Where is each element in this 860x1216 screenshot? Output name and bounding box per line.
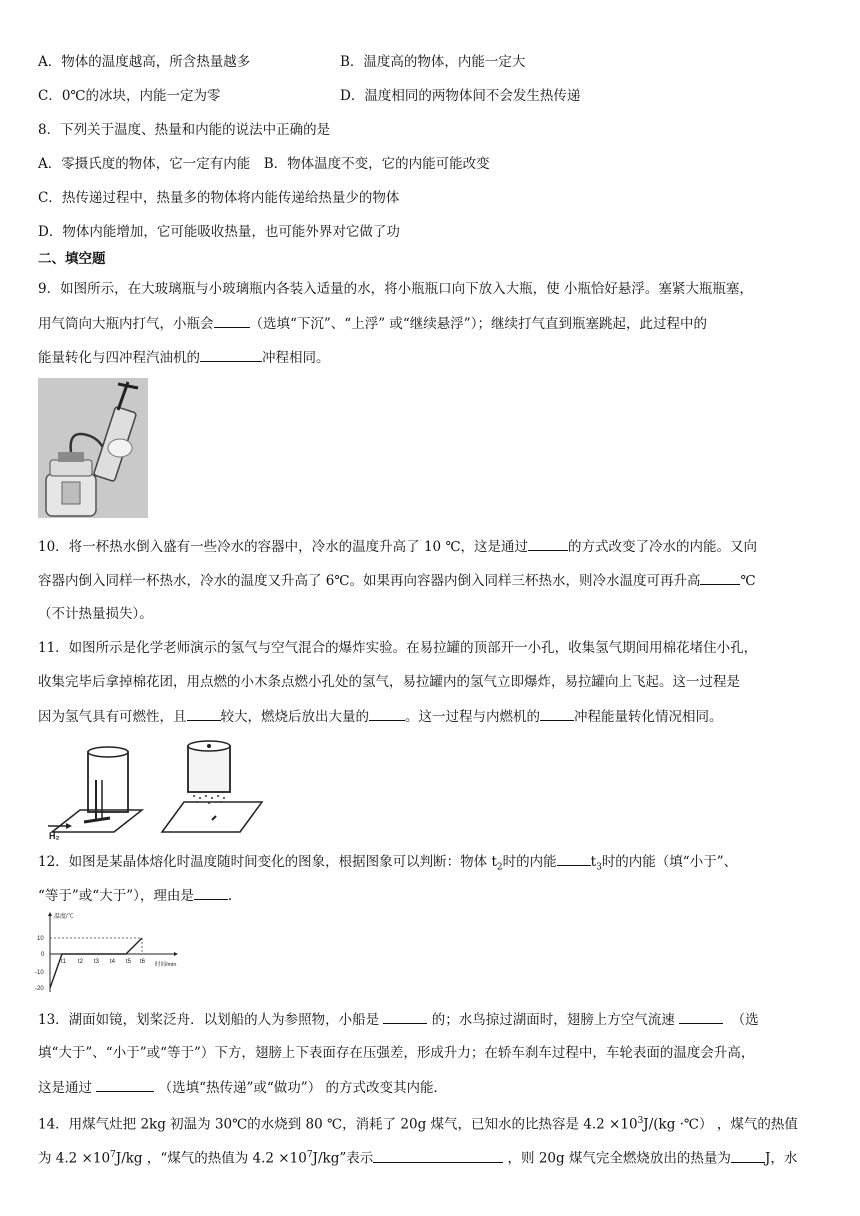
q14-text: J/kg ，“煤气的热值为 4.2 ×10 [115, 1150, 307, 1167]
answer-blank[interactable] [731, 1148, 765, 1163]
answer-blank[interactable] [373, 1148, 503, 1163]
q12-text: 时的内能（填“小于”、 [601, 854, 738, 870]
answer-blank[interactable] [540, 706, 574, 721]
q10-text: 的方式改变了冷水的内能。又向 [568, 539, 758, 555]
x-tick-t1: t1 [61, 959, 67, 965]
answer-blank[interactable] [187, 706, 221, 721]
q7-option-c: C．0℃的冰块，内能一定为零 [38, 88, 221, 104]
subscript: 3 [596, 862, 602, 873]
answer-blank[interactable] [369, 706, 405, 721]
q10-text: ℃ [740, 573, 756, 589]
superscript: 3 [637, 1116, 644, 1126]
superscript: 7 [306, 1150, 313, 1160]
answer-blank[interactable] [194, 885, 228, 900]
y-tick-10: 10 [37, 936, 44, 942]
answer-blank[interactable] [700, 570, 740, 585]
q8-stem: 8．下列关于温度、热量和内能的说法中正确的是 [38, 122, 331, 138]
q13-line-2: 填“大于”、“小于”或“等于”）下方，翅膀上下表面存在压强差，形成升力；在轿车刹车过程中，车轮表面的温度会升高， [38, 1045, 755, 1061]
q12-text: t [590, 854, 597, 870]
q7-option-d: D．温度相同的两物体间不会发生热传递 [340, 88, 581, 104]
q12-text: . [227, 888, 233, 904]
q7-option-b: B．温度高的物体，内能一定大 [340, 54, 526, 70]
subscript: 2 [496, 862, 503, 873]
q13-line-3 [38, 1077, 447, 1098]
q11-line-3 [38, 706, 723, 727]
q11-line-1: 11．如图所示是化学老师演示的氢气与空气混合的爆炸实验。在易拉罐的顶部开一小孔，收集氢气期间用棉花堵住小孔， [38, 640, 758, 656]
q12-text: “等于”或“大于”），理由是 [38, 888, 194, 904]
answer-blank[interactable] [557, 851, 591, 866]
x-axis-label: 时间/min [155, 962, 177, 968]
q14-line-2 [38, 1145, 797, 1169]
q13-text: 的；水鸟掠过湖面时，翅膀上方空气流速 [431, 1012, 675, 1028]
answer-blank[interactable] [96, 1077, 154, 1092]
q13-text: （选填“热传递”或“做功”） 的方式改变其内能． [158, 1080, 447, 1096]
y-axis-label: 温度/℃ [54, 914, 74, 920]
melting-graph [34, 910, 184, 996]
x-tick-t2: t2 [78, 959, 84, 965]
x-tick-t4: t4 [110, 959, 116, 965]
q12-text: 12．如图是某晶体熔化时温度随时间变化的图象，根据图象可以判断：物体 t [38, 854, 497, 870]
q11-text: 因为氢气具有可燃性，且 [38, 709, 187, 725]
y-tick-0: 0 [41, 952, 45, 958]
q9-text: 冲程相同。 [262, 350, 330, 366]
q14-text: J/(kg ·℃） ，煤气的热值 [643, 1116, 798, 1133]
answer-blank[interactable] [679, 1009, 723, 1024]
q9-line-1: 9．如图所示，在大玻璃瓶与小玻璃瓶内各装入适量的水，将小瓶瓶口向下放入大瓶，使 小瓶恰好悬浮。塞紧大瓶瓶塞， [38, 281, 753, 297]
q8-option-c: C．热传递过程中，热量多的物体将内能传递给热量少的物体 [38, 190, 400, 206]
q10-text: 容器内倒入同样一杯热水，冷水的温度又升高了 6℃。如果再向容器内倒入同样三杯热水，则冷水温度可再升高 [38, 573, 701, 589]
q14-text: 14．用煤气灶把 2kg 初温为 30℃的水烧到 80 ℃，消耗了 20g 煤气，已知水的比热容是 4.2 ×10 [38, 1116, 638, 1133]
q13-line-1 [38, 1009, 759, 1030]
q10-line-1 [38, 536, 757, 557]
answer-blank[interactable] [200, 347, 262, 362]
q14-line-1 [38, 1111, 798, 1135]
q9-text: 能量转化与四冲程汽油机的 [38, 350, 200, 366]
q11-text: 较大，燃烧后放出大量的 [220, 709, 369, 725]
q10-line-3: （不计热量损失）。 [38, 606, 153, 622]
q14-text: ，则 20g 煤气完全燃烧放出的热量为 [507, 1150, 731, 1167]
q14-text: J，水 [764, 1150, 798, 1167]
q9-text: （选填“下沉”、“上浮” 或“继续悬浮”）；继续打气直到瓶塞跳起，此过程中的 [249, 316, 707, 332]
q7-option-a: A．物体的温度越高，所含热量越多 [38, 54, 251, 70]
answer-blank[interactable] [383, 1009, 427, 1024]
q11-text: 冲程能量转化情况相同。 [574, 709, 723, 725]
x-tick-t6: t6 [140, 959, 146, 965]
h2-label: H₂ [49, 831, 60, 840]
q12-text: 时的内能 [502, 854, 557, 870]
hydrogen-can-figure [44, 740, 264, 840]
q12-line-1 [38, 851, 737, 878]
q13-text: 这是通过 [38, 1080, 92, 1096]
q9-text: 用气筒向大瓶内打气，小瓶会 [38, 316, 214, 332]
y-tick-minus10: -10 [35, 970, 44, 976]
q11-text: 。这一过程与内燃机的 [405, 709, 540, 725]
q10-line-2 [38, 570, 756, 591]
x-tick-t5: t5 [126, 959, 132, 965]
answer-blank[interactable] [214, 313, 250, 328]
q14-text: 为 4.2 ×10 [38, 1150, 111, 1167]
q12-line-2 [38, 885, 232, 906]
y-tick-minus20: -20 [35, 986, 44, 992]
q9-line-3 [38, 347, 330, 368]
q11-line-2: 收集完毕后拿掉棉花团，用点燃的小木条点燃小孔处的氢气，易拉罐内的氢气立即爆炸，易拉罐向上飞起。这一过程是 [38, 674, 740, 690]
q13-text: （选 [731, 1012, 759, 1028]
q8-option-d: D．物体内能增加，它可能吸收热量，也可能外界对它做了功 [38, 224, 400, 240]
q13-text: 13．湖面如镜，划桨泛舟．以划船的人为参照物，小船是 [38, 1012, 380, 1028]
section-title: 二、填空题 [38, 251, 106, 267]
superscript: 7 [110, 1150, 116, 1160]
q14-text: J/kg”表示 [312, 1150, 374, 1167]
q10-text: 10．将一杯热水倒入盛有一些冷水的容器中，冷水的温度升高了 10 ℃，这是通过 [38, 539, 529, 555]
bottle-pump-figure [38, 378, 148, 518]
q8-options-ab: A．零摄氏度的物体，它一定有内能 B．物体温度不变，它的内能可能改变 [38, 156, 490, 172]
x-tick-t3: t3 [94, 959, 100, 965]
q9-line-2 [38, 313, 707, 334]
answer-blank[interactable] [528, 536, 568, 551]
